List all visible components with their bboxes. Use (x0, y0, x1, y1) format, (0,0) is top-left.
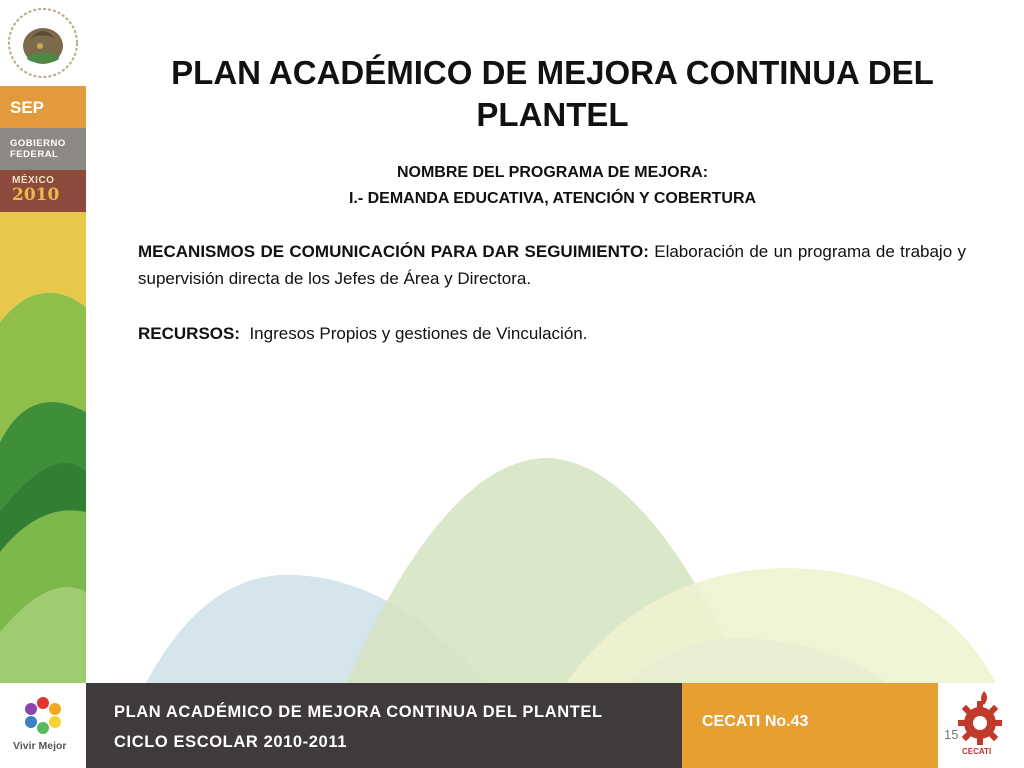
program-heading: NOMBRE DEL PROGRAMA DE MEJORA: (396, 164, 709, 181)
footer-line2: CICLO ESCOLAR 2010-2011 (114, 733, 347, 751)
left-sidebar (0, 0, 86, 683)
mexico-crest-icon (0, 0, 86, 86)
mechanisms-text: Elaboración de un programa de trabajo y supervisión directa de los Jefes de Área y Directora. (138, 242, 966, 288)
mexico-2010-label (0, 170, 86, 212)
cecati-logo-text: CECATI (962, 747, 992, 756)
mexico-text: MÉXICO (12, 175, 55, 186)
footer (0, 683, 1024, 768)
year-text: 2010 (12, 185, 60, 205)
footer-title-bar (86, 683, 682, 768)
resources-paragraph (138, 320, 966, 347)
background-hills (86, 420, 1024, 683)
sep-label: SEP (0, 86, 86, 128)
slide-title: PLAN ACADÉMICO DE MEJORA CONTINUA DEL PLANTEL (171, 54, 934, 133)
mechanisms-label: MECANISMOS DE COMUNICACIÓN PARA DAR SEGUIMIENTO: (138, 242, 649, 261)
crest-area (0, 0, 86, 86)
resources-label: RECURSOS: (138, 324, 241, 343)
vivir-mejor-logo-icon (0, 685, 86, 741)
cecati-logo (938, 683, 1024, 768)
sidebar-decoration (0, 212, 86, 683)
resources-text: Ingresos Propios y gestiones de Vinculación. (240, 324, 588, 343)
page-number: 15 (944, 727, 959, 742)
vivir-mejor-logo (0, 683, 86, 768)
gobierno-line1: GOBIERNO (10, 138, 66, 149)
footer-cecati-bar (682, 683, 938, 768)
gobierno-line2: FEDERAL (10, 149, 59, 160)
mechanisms-paragraph (138, 238, 966, 292)
program-name: I.- DEMANDA EDUCATIVA, ATENCIÓN Y COBERTURA (348, 190, 757, 207)
footer-line1: PLAN ACADÉMICO DE MEJORA CONTINUA DEL PLANTEL (114, 703, 603, 721)
program-block (140, 160, 965, 212)
cecati-number: CECATI No.43 (702, 713, 809, 730)
gobierno-federal-label (0, 128, 86, 170)
vivir-mejor-text: Vivir Mejor (13, 740, 67, 752)
